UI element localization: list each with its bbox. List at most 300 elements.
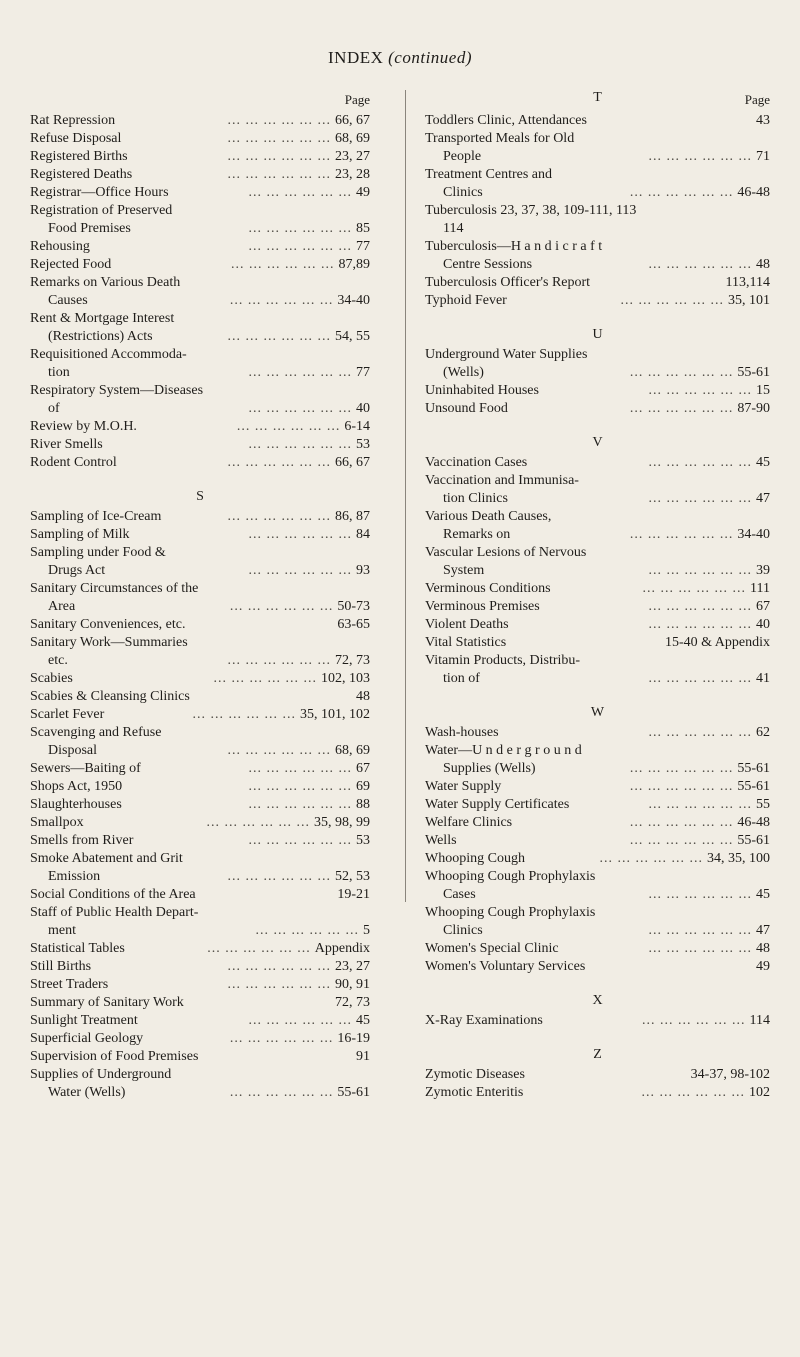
dot-leader: ... ... ... ... ... ... bbox=[248, 833, 352, 848]
entry-term: Respiratory System—Diseases bbox=[30, 383, 204, 398]
index-entry bbox=[425, 238, 770, 274]
index-entry-line bbox=[30, 580, 370, 598]
index-entry bbox=[425, 904, 770, 940]
entry-term: Clinics bbox=[443, 185, 483, 200]
entry-term: River Smells bbox=[30, 437, 103, 452]
entry-term: Water Supply Certificates bbox=[425, 797, 570, 812]
index-entry bbox=[425, 652, 770, 688]
dot-leader: ... ... ... ... ... ... bbox=[227, 113, 331, 128]
entry-term: Refuse Disposal bbox=[30, 131, 122, 146]
index-entry bbox=[425, 850, 770, 868]
dot-leader: ... ... ... ... ... ... bbox=[629, 365, 734, 380]
index-entry-line bbox=[30, 760, 370, 778]
index-entry-line bbox=[30, 958, 370, 976]
page-reference: 41 bbox=[756, 671, 770, 686]
index-entry bbox=[30, 346, 370, 382]
page-reference: 40 bbox=[756, 617, 770, 632]
page-reference: 55-61 bbox=[737, 365, 770, 380]
entry-term: Registrar—Office Hours bbox=[30, 185, 169, 200]
dot-leader: ... ... ... ... ... ... bbox=[648, 617, 752, 632]
dot-leader: ... ... ... ... ... ... bbox=[648, 599, 752, 614]
index-entry bbox=[425, 814, 770, 832]
index-entry bbox=[30, 580, 370, 616]
index-entry-line bbox=[30, 1012, 370, 1030]
dot-leader: ... ... ... ... ... ... bbox=[648, 941, 752, 956]
index-entry-line bbox=[30, 976, 370, 994]
page-reference: 68, 69 bbox=[335, 743, 370, 758]
index-entry-line bbox=[30, 274, 370, 292]
index-entry-line bbox=[30, 400, 370, 418]
index-entry bbox=[30, 526, 370, 544]
index-entry-line bbox=[425, 148, 770, 166]
entry-term: Vaccination and Immunisa- bbox=[425, 473, 579, 488]
section-letter: Z bbox=[593, 1047, 602, 1062]
index-entry bbox=[425, 742, 770, 778]
page-reference: 71 bbox=[756, 149, 770, 164]
index-column-left bbox=[30, 90, 370, 1102]
index-entry-line bbox=[30, 346, 370, 364]
page-reference: 113,114 bbox=[725, 275, 770, 290]
index-entry-line bbox=[30, 598, 370, 616]
entry-term: Street Traders bbox=[30, 977, 109, 992]
page-reference: 91 bbox=[356, 1049, 370, 1064]
dot-leader: ... ... ... ... ... ... bbox=[648, 491, 752, 506]
index-entry bbox=[425, 544, 770, 580]
entry-term: ment bbox=[48, 923, 76, 938]
index-entry-line bbox=[30, 904, 370, 922]
entry-term: Centre Sessions bbox=[443, 257, 533, 272]
dot-leader: ... ... ... ... ... ... bbox=[648, 149, 752, 164]
page-reference: Appendix bbox=[314, 941, 370, 956]
dot-leader: ... ... ... ... ... ... bbox=[248, 185, 352, 200]
index-entry bbox=[30, 1066, 370, 1102]
index-entry-line bbox=[425, 814, 770, 832]
index-entry bbox=[30, 994, 370, 1012]
column-divider bbox=[405, 90, 406, 902]
section-letter: T bbox=[593, 90, 602, 105]
index-entry-line bbox=[425, 796, 770, 814]
index-entry bbox=[30, 778, 370, 796]
entry-term: Slaughterhouses bbox=[30, 797, 122, 812]
entry-term: (Wells) bbox=[443, 365, 484, 380]
dot-leader: ... ... ... ... ... ... bbox=[227, 653, 331, 668]
dot-leader: ... ... ... ... ... ... bbox=[642, 1013, 746, 1028]
index-entry-line bbox=[425, 940, 770, 958]
index-entry-line bbox=[30, 112, 370, 130]
index-entry-line bbox=[425, 166, 770, 184]
index-entry bbox=[425, 292, 770, 310]
index-entry bbox=[30, 166, 370, 184]
dot-leader: ... ... ... ... ... ... bbox=[206, 815, 310, 830]
page-reference: 39 bbox=[756, 563, 770, 578]
dot-leader: ... ... ... ... ... ... bbox=[192, 707, 296, 722]
index-entry bbox=[30, 508, 370, 526]
index-entry-line bbox=[425, 1012, 770, 1030]
index-entry-line bbox=[30, 634, 370, 652]
entry-term: Staff of Public Health Depart- bbox=[30, 905, 199, 920]
entry-term: Vaccination Cases bbox=[425, 455, 528, 470]
index-heading: INDEX bbox=[328, 48, 384, 67]
index-entry bbox=[30, 544, 370, 580]
dot-leader: ... ... ... ... ... ... bbox=[629, 185, 734, 200]
entry-term: Women's Special Clinic bbox=[425, 941, 559, 956]
dot-leader: ... ... ... ... ... ... bbox=[248, 221, 352, 236]
index-entry-line bbox=[425, 634, 770, 652]
entry-term: Unsound Food bbox=[425, 401, 508, 416]
index-entry-line bbox=[425, 904, 770, 922]
column-header bbox=[30, 90, 370, 112]
page-reference: 23, 28 bbox=[335, 167, 370, 182]
index-entry bbox=[30, 202, 370, 238]
index-entry-line bbox=[425, 112, 770, 130]
index-entry bbox=[30, 724, 370, 760]
index-entry-line bbox=[30, 454, 370, 472]
index-entry bbox=[425, 778, 770, 796]
page-column-label: Page bbox=[344, 92, 370, 107]
entry-term: Drugs Act bbox=[48, 563, 106, 578]
dot-leader: ... ... ... ... ... ... bbox=[248, 239, 352, 254]
index-entry-line bbox=[425, 580, 770, 598]
dot-leader: ... ... ... ... ... ... bbox=[227, 131, 331, 146]
index-entry-line bbox=[425, 562, 770, 580]
index-entry bbox=[30, 1048, 370, 1066]
entry-term: X-Ray Examinations bbox=[425, 1013, 543, 1028]
index-entry-line bbox=[425, 508, 770, 526]
dot-leader: ... ... ... ... ... ... bbox=[227, 455, 331, 470]
dot-leader: ... ... ... ... ... ... bbox=[229, 599, 334, 614]
page-reference: 46-48 bbox=[737, 185, 770, 200]
index-entry-line bbox=[30, 436, 370, 454]
index-entry bbox=[425, 202, 770, 238]
page-reference: 16-19 bbox=[337, 1031, 370, 1046]
index-entry-line bbox=[30, 1066, 370, 1084]
index-entry-line bbox=[425, 832, 770, 850]
page-reference: 45 bbox=[756, 887, 770, 902]
page-title bbox=[0, 48, 800, 68]
entry-term: etc. bbox=[48, 653, 68, 668]
entry-term: Vascular Lesions of Nervous bbox=[425, 545, 587, 560]
dot-leader: ... ... ... ... ... ... bbox=[629, 815, 734, 830]
index-entry bbox=[425, 112, 770, 130]
index-entry-line bbox=[30, 796, 370, 814]
page-reference: 53 bbox=[356, 437, 370, 452]
dot-leader: ... ... ... ... ... ... bbox=[248, 563, 352, 578]
dot-leader: ... ... ... ... ... ... bbox=[629, 833, 734, 848]
index-entry-line bbox=[425, 202, 770, 220]
index-entry bbox=[425, 580, 770, 598]
entry-term: Wells bbox=[425, 833, 457, 848]
index-entry bbox=[30, 274, 370, 310]
entry-term: Zymotic Enteritis bbox=[425, 1085, 524, 1100]
index-entry-line bbox=[30, 778, 370, 796]
page-reference: 87,89 bbox=[338, 257, 370, 272]
page-reference: 90, 91 bbox=[335, 977, 370, 992]
index-entry bbox=[30, 688, 370, 706]
index-entry-line bbox=[425, 382, 770, 400]
index-entry-line bbox=[30, 742, 370, 760]
index-entry bbox=[30, 634, 370, 670]
index-entry bbox=[30, 940, 370, 958]
index-entry bbox=[30, 148, 370, 166]
dot-leader: ... ... ... ... ... ... bbox=[248, 437, 352, 452]
dot-leader: ... ... ... ... ... ... bbox=[231, 257, 335, 272]
index-entry bbox=[425, 1066, 770, 1084]
index-entry-line bbox=[30, 292, 370, 310]
dot-leader: ... ... ... ... ... ... bbox=[248, 761, 352, 776]
entry-term: Zymotic Diseases bbox=[425, 1067, 525, 1082]
dot-leader: ... ... ... ... ... ... bbox=[227, 959, 331, 974]
entry-term: Review by M.O.H. bbox=[30, 419, 137, 434]
page-reference: 68, 69 bbox=[335, 131, 370, 146]
page-reference: 87-90 bbox=[737, 401, 770, 416]
index-entry bbox=[425, 508, 770, 544]
dot-leader: ... ... ... ... ... ... bbox=[207, 941, 311, 956]
entry-term: People bbox=[443, 149, 482, 164]
entry-term: Remarks on Various Death bbox=[30, 275, 181, 290]
entry-term: (Restrictions) Acts bbox=[48, 329, 153, 344]
entry-term: Summary of Sanitary Work bbox=[30, 995, 184, 1010]
index-entry-line bbox=[425, 490, 770, 508]
index-entry bbox=[30, 130, 370, 148]
index-entry bbox=[30, 184, 370, 202]
page-reference: 23, 27 bbox=[335, 149, 370, 164]
index-entry-line bbox=[30, 868, 370, 886]
entry-term: Area bbox=[48, 599, 76, 614]
entry-term: Uninhabited Houses bbox=[425, 383, 539, 398]
index-entry-line bbox=[30, 562, 370, 580]
page-reference: 102 bbox=[749, 1085, 770, 1100]
index-entry-line bbox=[425, 238, 770, 256]
dot-leader: ... ... ... ... ... ... bbox=[648, 725, 752, 740]
index-entry bbox=[30, 616, 370, 634]
page-reference: 48 bbox=[756, 257, 770, 272]
index-entry bbox=[425, 832, 770, 850]
index-entry bbox=[30, 454, 370, 472]
index-entry-line bbox=[425, 850, 770, 868]
entry-term: Scabies & Cleansing Clinics bbox=[30, 689, 190, 704]
entry-term: Sanitary Conveniences, etc. bbox=[30, 617, 186, 632]
index-entry bbox=[30, 670, 370, 688]
entry-term: Water Supply bbox=[425, 779, 502, 794]
index-entry bbox=[425, 796, 770, 814]
index-entry-line bbox=[30, 940, 370, 958]
index-entry-line bbox=[30, 850, 370, 868]
index-entry-line bbox=[30, 238, 370, 256]
dot-leader: ... ... ... ... ... ... bbox=[227, 149, 331, 164]
index-entry-line bbox=[425, 598, 770, 616]
index-entry bbox=[30, 850, 370, 886]
dot-leader: ... ... ... ... ... ... bbox=[236, 419, 341, 434]
page-reference: 66, 67 bbox=[335, 113, 370, 128]
entry-term: Various Death Causes, bbox=[425, 509, 552, 524]
index-entry bbox=[425, 868, 770, 904]
dot-leader: ... ... ... ... ... ... bbox=[248, 527, 352, 542]
index-entry-line bbox=[425, 346, 770, 364]
page-reference: 49 bbox=[756, 959, 770, 974]
entry-term: Smells from River bbox=[30, 833, 134, 848]
dot-leader: ... ... ... ... ... ... bbox=[648, 887, 752, 902]
dot-leader: ... ... ... ... ... ... bbox=[227, 869, 331, 884]
dot-leader: ... ... ... ... ... ... bbox=[229, 293, 334, 308]
index-entry bbox=[30, 814, 370, 832]
page-reference: 72, 73 bbox=[335, 995, 370, 1010]
dot-leader: ... ... ... ... ... ... bbox=[248, 1013, 352, 1028]
dot-leader: ... ... ... ... ... ... bbox=[629, 779, 734, 794]
index-entry bbox=[30, 382, 370, 418]
index-entry-line bbox=[425, 526, 770, 544]
section-letter: W bbox=[590, 705, 605, 720]
index-entry bbox=[30, 418, 370, 436]
page-reference: 102, 103 bbox=[321, 671, 370, 686]
dot-leader: ... ... ... ... ... ... bbox=[229, 1031, 334, 1046]
index-entry-line bbox=[425, 742, 770, 760]
index-entry bbox=[425, 346, 770, 382]
index-entry-line bbox=[30, 706, 370, 724]
entry-term: Verminous Conditions bbox=[425, 581, 551, 596]
index-entry-line bbox=[30, 364, 370, 382]
index-entry bbox=[30, 1012, 370, 1030]
index-entry-line bbox=[30, 922, 370, 940]
index-entry-line bbox=[30, 616, 370, 634]
index-entry bbox=[30, 886, 370, 904]
entry-term: Supervision of Food Premises bbox=[30, 1049, 199, 1064]
entry-term: Whooping Cough bbox=[425, 851, 525, 866]
page-reference: 34-40 bbox=[337, 293, 370, 308]
index-entry bbox=[30, 310, 370, 346]
entry-term: Supplies (Wells) bbox=[443, 761, 536, 776]
entry-term: Rodent Control bbox=[30, 455, 117, 470]
page-reference: 6-14 bbox=[344, 419, 370, 434]
index-entry bbox=[30, 256, 370, 274]
page-reference: 86, 87 bbox=[335, 509, 370, 524]
index-entry-line bbox=[425, 868, 770, 886]
index-entry-line bbox=[425, 472, 770, 490]
dot-leader: ... ... ... ... ... ... bbox=[229, 1085, 334, 1100]
page-reference: 46-48 bbox=[737, 815, 770, 830]
index-entry-line bbox=[425, 760, 770, 778]
index-entry-line bbox=[30, 670, 370, 688]
entry-term: Tuberculosis—H a n d i c r a f t bbox=[425, 239, 603, 254]
entry-term: Still Births bbox=[30, 959, 92, 974]
entry-term: Sanitary Work—Summaries bbox=[30, 635, 188, 650]
index-entry bbox=[30, 706, 370, 724]
entry-term: Disposal bbox=[48, 743, 97, 758]
column-header bbox=[425, 90, 770, 112]
entry-term: Women's Voluntary Services bbox=[425, 959, 586, 974]
entry-term: Smoke Abatement and Grit bbox=[30, 851, 183, 866]
page-reference: 34, 35, 100 bbox=[707, 851, 770, 866]
entry-term: Typhoid Fever bbox=[425, 293, 507, 308]
entry-term: Rehousing bbox=[30, 239, 90, 254]
index-entry-line bbox=[30, 886, 370, 904]
index-entry-line bbox=[425, 544, 770, 562]
entry-term: Social Conditions of the Area bbox=[30, 887, 196, 902]
entry-term: Wash-houses bbox=[425, 725, 499, 740]
index-entry bbox=[425, 634, 770, 652]
index-entry bbox=[30, 1030, 370, 1048]
dot-leader: ... ... ... ... ... ... bbox=[629, 401, 734, 416]
index-entry-line bbox=[30, 382, 370, 400]
dot-leader: ... ... ... ... ... ... bbox=[227, 167, 331, 182]
index-entry-line bbox=[425, 886, 770, 904]
entry-term: Rejected Food bbox=[30, 257, 112, 272]
index-entry-line bbox=[30, 310, 370, 328]
page-reference: 50-73 bbox=[337, 599, 370, 614]
dot-leader: ... ... ... ... ... ... bbox=[648, 923, 752, 938]
entry-term: 114 bbox=[443, 221, 464, 236]
entry-term: Clinics bbox=[443, 923, 483, 938]
page-reference: 111 bbox=[750, 581, 770, 596]
index-entry-line bbox=[30, 256, 370, 274]
dot-leader: ... ... ... ... ... ... bbox=[227, 329, 331, 344]
dot-leader: ... ... ... ... ... ... bbox=[642, 581, 747, 596]
page-reference: 45 bbox=[356, 1013, 370, 1028]
entry-term: Violent Deaths bbox=[425, 617, 509, 632]
index-entry bbox=[30, 112, 370, 130]
page-reference: 34-37, 98-102 bbox=[690, 1067, 770, 1082]
index-column-right bbox=[425, 90, 770, 1102]
index-entry-line bbox=[30, 814, 370, 832]
page-reference: 15 bbox=[756, 383, 770, 398]
index-entry bbox=[425, 472, 770, 508]
entry-term: Underground Water Supplies bbox=[425, 347, 588, 362]
entry-term: Emission bbox=[48, 869, 101, 884]
index-entry-line bbox=[30, 184, 370, 202]
index-entry bbox=[30, 760, 370, 778]
page-reference: 77 bbox=[356, 365, 370, 380]
entry-term: Sampling of Ice-Cream bbox=[30, 509, 162, 524]
index-entry-line bbox=[425, 670, 770, 688]
entry-term: Remarks on bbox=[443, 527, 511, 542]
index-entry-line bbox=[425, 400, 770, 418]
page-reference: 67 bbox=[756, 599, 770, 614]
index-entry-line bbox=[30, 832, 370, 850]
page-reference: 52, 53 bbox=[335, 869, 370, 884]
index-entry bbox=[30, 958, 370, 976]
index-entry-line bbox=[425, 724, 770, 742]
index-entry-line bbox=[425, 778, 770, 796]
index-entry-line bbox=[425, 274, 770, 292]
page-reference: 54, 55 bbox=[335, 329, 370, 344]
index-entry-line bbox=[30, 724, 370, 742]
page-reference: 45 bbox=[756, 455, 770, 470]
page-reference: 48 bbox=[356, 689, 370, 704]
page-reference: 35, 101 bbox=[728, 293, 770, 308]
index-entry-line bbox=[425, 256, 770, 274]
page-reference: 63-65 bbox=[337, 617, 370, 632]
dot-leader: ... ... ... ... ... ... bbox=[620, 293, 724, 308]
index-entry-line bbox=[30, 994, 370, 1012]
page-reference: 47 bbox=[756, 923, 770, 938]
index-entry-line bbox=[425, 616, 770, 634]
dot-leader: ... ... ... ... ... ... bbox=[213, 671, 317, 686]
entry-term: Rent & Mortgage Interest bbox=[30, 311, 175, 326]
dot-leader: ... ... ... ... ... ... bbox=[648, 383, 752, 398]
entry-term: Rat Repression bbox=[30, 113, 116, 128]
index-entry bbox=[425, 166, 770, 202]
page-reference: 35, 98, 99 bbox=[314, 815, 370, 830]
page-reference: 48 bbox=[756, 941, 770, 956]
entry-term: Food Premises bbox=[48, 221, 131, 236]
page-reference: 49 bbox=[356, 185, 370, 200]
index-entry-line bbox=[30, 148, 370, 166]
entry-term: Causes bbox=[48, 293, 88, 308]
page-reference: 15-40 & Appendix bbox=[665, 635, 770, 650]
index-entry bbox=[425, 1084, 770, 1102]
page-reference: 77 bbox=[356, 239, 370, 254]
page-reference: 5 bbox=[363, 923, 370, 938]
page-reference: 67 bbox=[356, 761, 370, 776]
